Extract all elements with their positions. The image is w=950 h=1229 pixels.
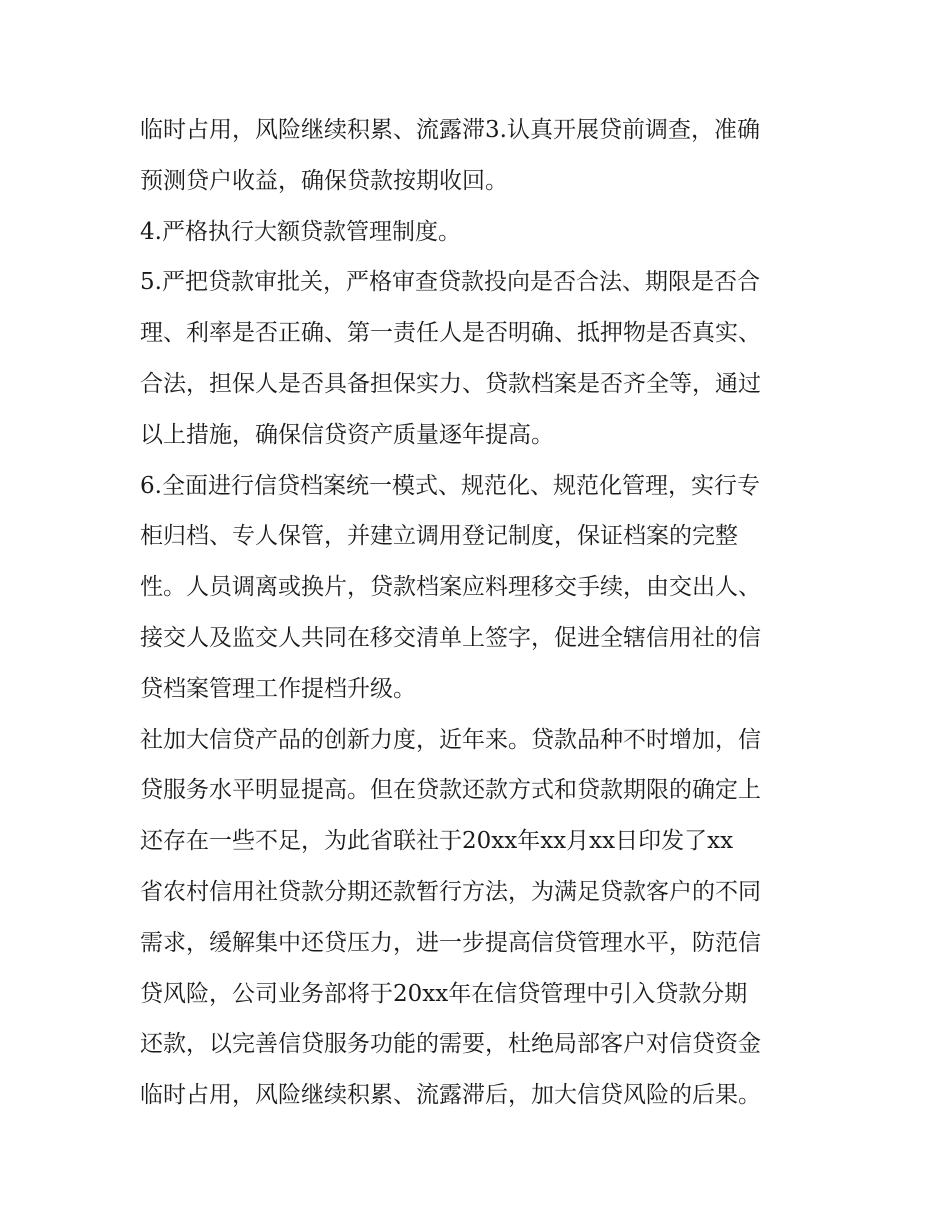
text-line: 贷服务水平明显提高。但在贷款还款方式和贷款期限的确定上 — [140, 777, 761, 804]
text-line: 还款，以完善信贷服务功能的需要，杜绝局部客户对信贷资金 — [140, 1031, 761, 1058]
text-line: 临时占用，风险继续积累、流露滞后，加大信贷风险的后果。 — [140, 1082, 761, 1109]
text-line: 合法，担保人是否具备担保实力、贷款档案是否齐全等，通过 — [140, 370, 761, 397]
text-line: 贷风险，公司业务部将于20xx年在信贷管理中引入贷款分期 — [140, 980, 748, 1007]
text-line: 贷档案管理工作提档升级。 — [140, 675, 416, 702]
text-line: 社加大信贷产品的创新力度，近年来。贷款品种不时增加，信 — [140, 726, 761, 753]
text-line: 5.严把贷款审批关，严格审查贷款投向是否合法、期限是否合 — [140, 269, 760, 296]
document-body — [140, 105, 830, 1121]
text-line: 需求，缓解集中还贷压力，进一步提高信贷管理水平，防范信 — [140, 929, 761, 956]
text-line: 临时占用，风险继续积累、流露滞3.认真开展贷前调查，准确 — [140, 117, 760, 143]
text-line: 接交人及监交人共同在移交清单上签字，促进全辖信用社的信 — [140, 624, 761, 651]
text-line: 省农村信用社贷款分期还款暂行方法，为满足贷款客户的不同 — [140, 878, 761, 905]
text-line: 预测贷户收益，确保贷款按期收回。 — [140, 167, 508, 194]
text-line: 性。人员调离或换片，贷款档案应料理移交手续，由交出人、 — [140, 574, 761, 601]
text-line: 还存在一些不足，为此省联社于20xx年xx月xx日印发了xx — [140, 828, 734, 855]
text-line: 6.全面进行信贷档案统一模式、规范化、规范化管理，实行专 — [140, 472, 760, 499]
text-line: 以上措施，确保信贷资产质量逐年提高。 — [140, 421, 554, 448]
text-line: 理、利率是否正确、第一责任人是否明确、抵押物是否真实、 — [140, 320, 761, 347]
text-line: 4.严格执行大额贷款管理制度。 — [140, 218, 461, 245]
text-line: 柜归档、专人保管，并建立调用登记制度，保证档案的完整 — [140, 523, 738, 550]
